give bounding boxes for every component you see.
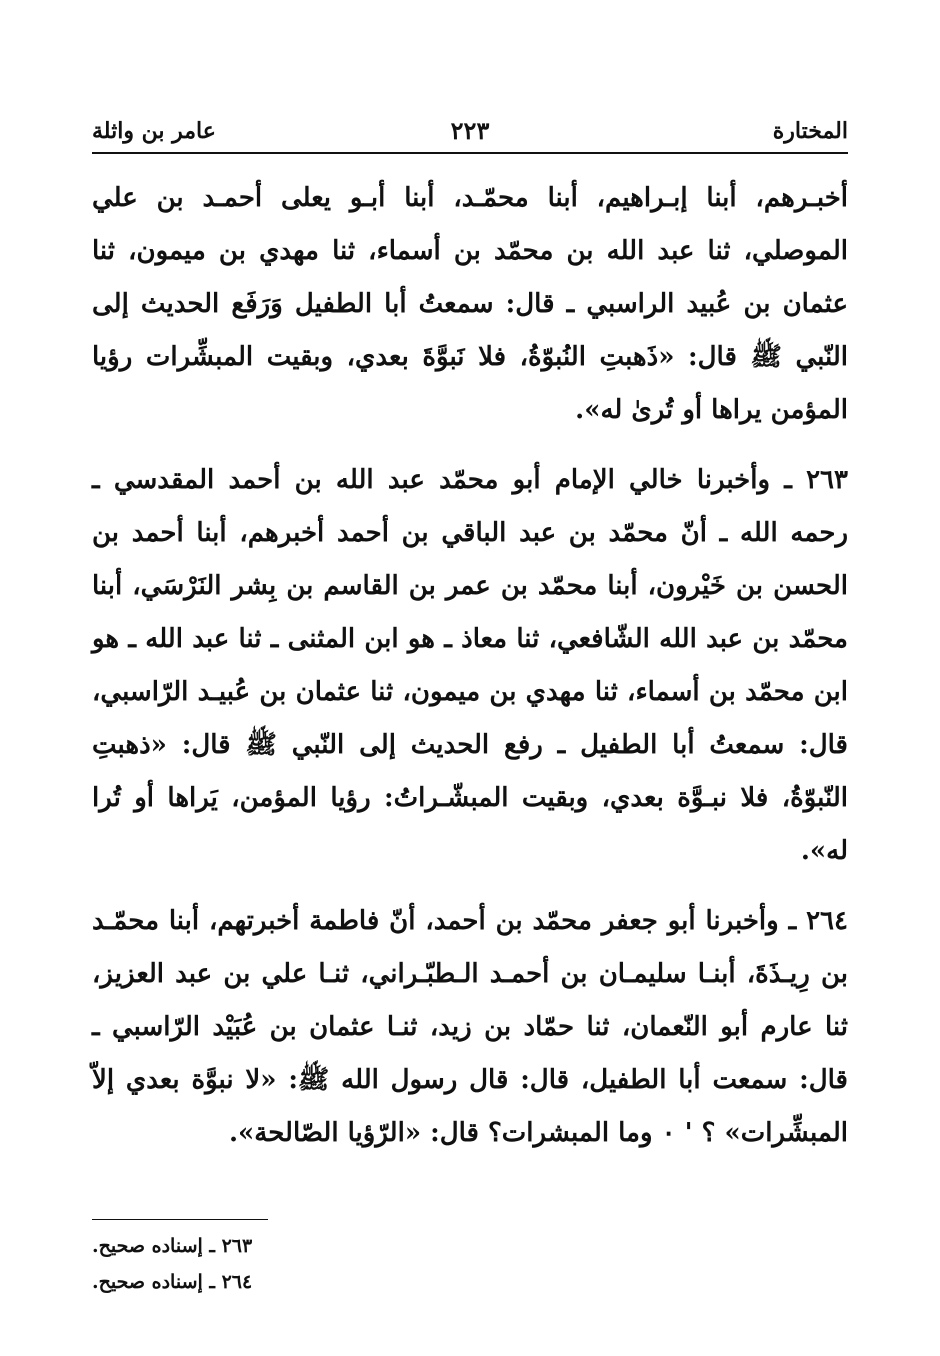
book-title: المختارة <box>772 118 848 144</box>
paragraph-264 <box>92 895 848 1160</box>
footnote-264: ٢٦٤ ـ إسناده صحيح. <box>92 1271 253 1293</box>
running-header <box>92 112 848 152</box>
paragraph-263 <box>92 454 848 878</box>
footnotes <box>92 1228 848 1300</box>
paragraph-continuation <box>92 172 848 437</box>
header-divider <box>92 152 848 154</box>
footnote-divider <box>92 1219 268 1220</box>
paragraph-number: ٢٦٣ <box>806 465 848 495</box>
paragraph-text: ـ وأخبرنا أبو جعفر محمّد بن أحمد، أنّ فاطمة أخبرتهم، أبنا محمّـد بن رِيـذَةَ، أبنـا سليمـان بن أحمـد الـطبّـراني، ثنـا علي بن عبد العزيز، ثنا عارم أبو النّعمان، ثنا حمّاد بن زيد، ثنـا عثمان بن عُبَيْد الرّاسبي ـ قال: سمعت أبا الطفيل، قال: قال رسول الله ﷺ: «لا نبوَّة بعدي إلاّ المبشِّرات» ؟ ' ٠ وما المبشرات؟ قال: «الرّؤيا الصّالحة». <box>92 906 848 1148</box>
paragraph-text: ـ وأخبرنا خالي الإمام أبو محمّد عبد الله بن أحمد المقدسي ـ رحمه الله ـ أنّ محمّد بن عبد الباقي بن أحمد أخبرهم، أبنا أحمد بن الحسن بن خَيْرون، أبنا محمّد بن عمر بن القاسم بن بِشر النَرْسَي، أبنا محمّد بن عبد الله الشّافعي، ثنا معاذ ـ هو ابن المثنى ـ ثنا عبد الله ـ هو ابن محمّد بن أسماء، ثنا مهدي بن ميمون، ثنا عثمان بن عُبيـد الرّاسبي، قال: سمعتُ أبا الطفيل ـ رفع الحديث إلى النّبي ﷺ قال: «ذهبتِ النّبوّةُ، فلا نبـوَّة بعدي، وبقيت المبشّـراتُ: رؤيا المؤمن، يَراها أو تُرا له». <box>92 465 848 866</box>
page-number: ٢٢٣ <box>450 116 490 145</box>
section-title: عامر بن واثلة <box>92 118 216 144</box>
paragraph-text: أخبـرهم، أبنا إبـراهيم، أبنا محمّـد، أبنا أبـو يعلى أحمـد بن علي الموصلي، ثنا عبد الله بن محمّد بن أسماء، ثنا مهدي بن ميمون، ثنا عثمان بن عُبيد الراسبي ـ قال: سمعتُ أبا الطفيل وَرَفَع الحديث إلى النّبي ﷺ قال: «ذَهبتِ النُبوّةُ، فلا نَبوَّةَ بعدي، وبقيت المبشِّرات رؤيا المؤمن يراها أو تُرىٰ له». <box>92 183 848 425</box>
footnote-263: ٢٦٣ ـ إسناده صحيح. <box>92 1235 253 1257</box>
main-text <box>92 172 848 1177</box>
paragraph-number: ٢٦٤ <box>806 906 848 936</box>
